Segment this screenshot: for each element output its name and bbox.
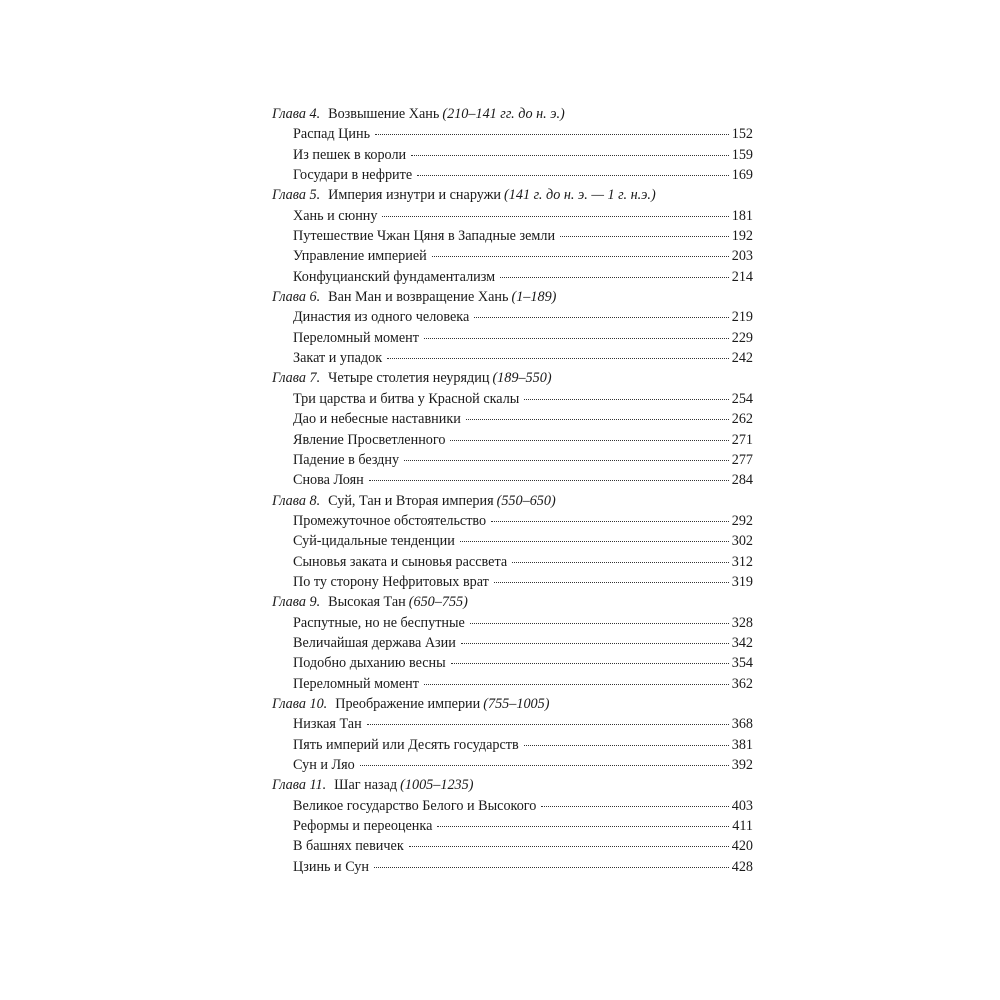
toc-entry[interactable] <box>272 328 753 348</box>
chapter-heading[interactable] <box>272 104 753 124</box>
toc-entry[interactable] <box>272 511 753 531</box>
toc-entry[interactable] <box>272 450 753 470</box>
chapter-dates: (189–550) <box>492 370 552 387</box>
entry-title: В башнях певичек <box>293 838 404 855</box>
page-number: 342 <box>731 634 753 651</box>
entry-title: Подобно дыханию весны <box>293 655 446 672</box>
entry-title: Сун и Ляо <box>293 757 355 773</box>
dot-leader <box>382 216 729 217</box>
dot-leader <box>524 745 729 746</box>
toc-entry[interactable] <box>272 226 753 246</box>
chapter-number: Глава 6. <box>272 289 321 306</box>
page-number: 381 <box>731 736 753 753</box>
dot-leader <box>541 806 729 807</box>
dot-leader <box>450 440 729 441</box>
dot-leader <box>387 358 729 359</box>
dot-leader <box>424 684 729 685</box>
chapter-heading[interactable] <box>272 491 753 511</box>
dot-leader <box>460 541 729 542</box>
page-number: 214 <box>731 268 753 285</box>
page-number: 262 <box>731 411 753 428</box>
dot-leader <box>417 175 729 176</box>
dot-leader <box>500 277 729 278</box>
entry-title: Переломный момент <box>293 675 419 692</box>
chapter-number: Глава 5. <box>272 187 321 204</box>
entry-title: Промежуточное обстоятельство <box>293 512 487 529</box>
toc-entry[interactable] <box>272 389 753 409</box>
toc-entry[interactable] <box>272 246 753 266</box>
chapter-title: Ван Ман и возвращение Хань <box>328 289 509 306</box>
toc-entry[interactable] <box>272 531 753 551</box>
toc-entry[interactable] <box>272 735 753 755</box>
entry-title: Дао и небесные наставники <box>293 411 461 428</box>
page-number: 219 <box>731 309 753 326</box>
toc-entry[interactable] <box>272 430 753 450</box>
chapter-dates: (1005–1235) <box>400 777 474 794</box>
chapter-heading[interactable] <box>272 368 753 388</box>
page-number: 403 <box>731 797 753 814</box>
page-number: 312 <box>731 553 753 570</box>
page-number: 152 <box>731 126 753 143</box>
chapter-number: Глава 8. <box>272 492 321 509</box>
toc-entry[interactable] <box>272 857 753 877</box>
entry-title: Великое государство Белого и Высокого <box>293 797 537 814</box>
entry-title: Из пешек в короли <box>293 146 407 163</box>
toc-entry[interactable] <box>272 755 753 775</box>
entry-title: Три царства и битва у Красной скалы <box>293 390 520 407</box>
page-number: 420 <box>731 838 753 855</box>
page-number: 411 <box>732 818 753 835</box>
entry-title: Династия из одного человека <box>293 309 470 326</box>
toc-entry[interactable] <box>272 267 753 287</box>
toc-entry[interactable] <box>272 409 753 429</box>
entry-title: Реформы и переоценка <box>293 818 433 835</box>
toc-entry[interactable] <box>272 796 753 816</box>
entry-title: По ту сторону Нефритовых врат <box>293 573 489 590</box>
chapter-title: Преображение империи <box>335 695 481 712</box>
page-number: 428 <box>731 858 753 875</box>
dot-leader <box>369 480 729 481</box>
dot-leader <box>432 256 729 257</box>
toc-entry[interactable] <box>272 165 753 185</box>
entry-title: Переломный момент <box>293 329 419 346</box>
page-number: 328 <box>731 614 753 631</box>
entry-title: Величайшая держава Азии <box>293 634 456 651</box>
entry-title: Конфуцианский фундаментализм <box>293 268 496 285</box>
dot-leader <box>512 562 729 563</box>
dot-leader <box>524 399 729 400</box>
chapter-number: Глава 11. <box>272 777 327 794</box>
toc-entry[interactable] <box>272 674 753 694</box>
dot-leader <box>404 460 729 461</box>
page-number: 362 <box>731 675 753 692</box>
entry-title: Суй-цидальные тенденции <box>293 533 455 550</box>
table-of-contents <box>272 104 753 877</box>
toc-entry[interactable] <box>272 653 753 673</box>
chapter-title: Возвышение Хань <box>328 106 440 122</box>
page-number: 277 <box>731 451 753 468</box>
toc-entry[interactable] <box>272 836 753 856</box>
entry-title: Путешествие Чжан Цяня в Западные земли <box>293 228 556 245</box>
page-number: 392 <box>731 757 753 773</box>
chapter-title: Четыре столетия неурядиц <box>328 370 490 387</box>
entry-title: Закат и упадок <box>293 350 383 367</box>
page-number: 368 <box>731 716 753 733</box>
chapter-heading[interactable] <box>272 185 753 205</box>
page-number: 242 <box>731 350 753 367</box>
page-number: 319 <box>731 573 753 590</box>
entry-title: Снова Лоян <box>293 472 364 489</box>
toc-entry[interactable] <box>272 572 753 592</box>
page-number: 159 <box>731 146 753 163</box>
page-number: 229 <box>731 329 753 346</box>
entry-title: Явление Просветленного <box>293 431 446 448</box>
chapter-dates: (755–1005) <box>483 695 550 712</box>
toc-entry[interactable] <box>272 124 753 144</box>
dot-leader <box>451 663 729 664</box>
dot-leader <box>470 623 729 624</box>
toc-entry[interactable] <box>272 816 753 836</box>
chapter-dates: (550–650) <box>496 492 556 509</box>
entry-title: Низкая Тан <box>293 716 362 733</box>
entry-title: Государи в нефрите <box>293 167 413 184</box>
toc-entry[interactable] <box>272 470 753 490</box>
chapter-dates: (1–189) <box>511 289 557 306</box>
entry-title: Распад Цинь <box>293 126 371 143</box>
entry-title: Распутные, но не беспутные <box>293 614 465 631</box>
page-number: 284 <box>731 472 753 489</box>
chapter-number: Глава 7. <box>272 370 321 387</box>
chapter-heading[interactable] <box>272 592 753 612</box>
chapter-number: Глава 10. <box>272 695 328 712</box>
toc-entry[interactable] <box>272 206 753 226</box>
dot-leader <box>411 155 729 156</box>
dot-leader <box>367 724 729 725</box>
toc-entry[interactable] <box>272 613 753 633</box>
page-number: 292 <box>731 512 753 529</box>
entry-title: Пять империй или Десять государств <box>293 736 519 753</box>
chapter-heading[interactable] <box>272 287 753 307</box>
chapter-dates: (650–755) <box>408 594 468 611</box>
chapter-title: Шаг назад <box>334 777 398 794</box>
toc-entry[interactable] <box>272 552 753 572</box>
chapter-number: Глава 4. <box>272 106 321 122</box>
dot-leader <box>494 582 729 583</box>
page-number: 192 <box>731 228 753 245</box>
page-number: 203 <box>731 248 753 265</box>
chapter-heading[interactable] <box>272 694 753 714</box>
dot-leader <box>461 643 729 644</box>
chapter-heading[interactable] <box>272 775 753 795</box>
toc-entry[interactable] <box>272 145 753 165</box>
chapter-dates: (210–141 гг. до н. э.) <box>442 106 565 122</box>
page-number: 271 <box>731 431 753 448</box>
chapter-title: Высокая Тан <box>328 594 406 611</box>
page-number: 254 <box>731 390 753 407</box>
chapter-dates: (141 г. до н. э. — 1 г. н.э.) <box>504 187 656 204</box>
chapter-title: Суй, Тан и Вторая империя <box>328 492 494 509</box>
dot-leader <box>491 521 729 522</box>
toc-entry[interactable] <box>272 307 753 327</box>
toc-entry[interactable] <box>272 633 753 653</box>
dot-leader <box>360 765 729 766</box>
dot-leader <box>437 826 729 827</box>
entry-title: Цзинь и Сун <box>293 858 369 875</box>
page-number: 169 <box>731 167 753 184</box>
page-number: 302 <box>731 533 753 550</box>
toc-entry[interactable] <box>272 714 753 734</box>
dot-leader <box>374 867 729 868</box>
dot-leader <box>375 134 729 135</box>
page-number: 354 <box>731 655 753 672</box>
dot-leader <box>409 846 729 847</box>
entry-title: Падение в бездну <box>293 451 400 468</box>
chapter-title: Империя изнутри и снаружи <box>328 187 502 204</box>
dot-leader <box>466 419 729 420</box>
entry-title: Сыновья заката и сыновья рассвета <box>293 553 508 570</box>
entry-title: Управление империей <box>293 248 427 265</box>
entry-title: Хань и сюнну <box>293 207 378 224</box>
dot-leader <box>424 338 729 339</box>
dot-leader <box>474 317 729 318</box>
chapter-number: Глава 9. <box>272 594 321 611</box>
toc-entry[interactable] <box>272 348 753 368</box>
dot-leader <box>560 236 729 237</box>
page-number: 181 <box>731 207 753 224</box>
